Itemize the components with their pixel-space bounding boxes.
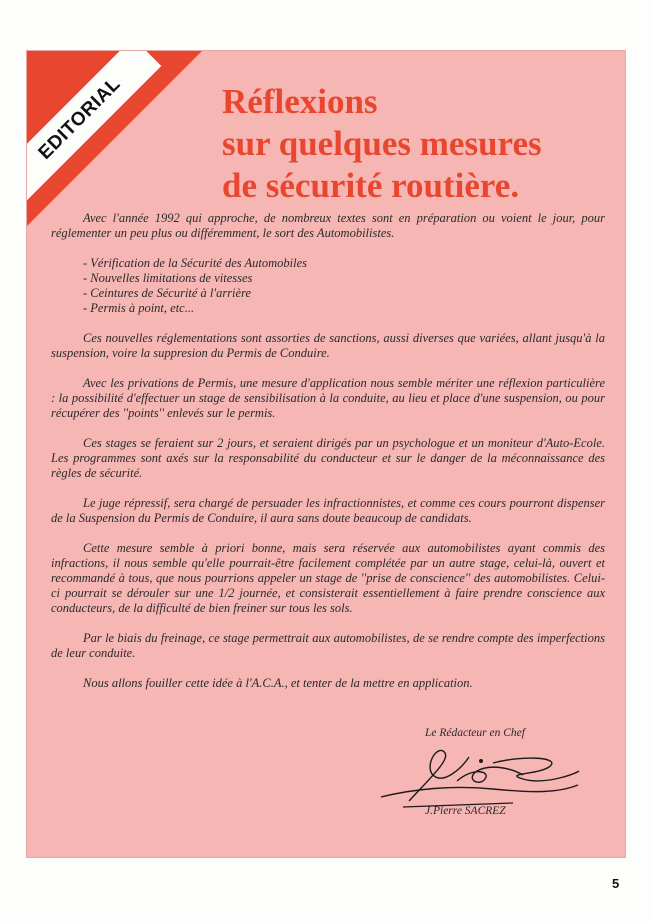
editorial-panel <box>26 50 626 858</box>
page-title <box>222 81 612 207</box>
signature-role: Le Rédacteur en Chef <box>425 727 525 739</box>
paragraph: Le juge répressif, sera chargé de persuader les infractionnistes, et comme ces cours pourront dispenser de la Suspension du Permis de Conduire, il aura sans doute beaucoup de candidats. <box>51 496 605 525</box>
signature-name: J.Pierre SACREZ <box>425 805 506 817</box>
paragraph: Cette mesure semble à priori bonne, mais sera réservée aux automobilistes ayant commis des infractions, il nous semble qu'elle pourrait-être facilement complétée par un autre stage, celui-là, ouvert et recommandé à tous, que nous pourrions appeler un stage de ''prise de conscience'' des automobilistes. Celui-ci pourrait se dérouler sur une 1/2 journée, et consisterait essentiellement à faire prendre conscience aux conducteurs, de la difficulté de bien freiner sur tous les sols. <box>51 541 605 615</box>
article-body <box>51 211 605 706</box>
paragraph: Nous allons fouiller cette idée à l'A.C.A., et tenter de la mettre en application. <box>83 676 473 690</box>
list-item: - Permis à point, etc... <box>83 301 195 315</box>
paragraph: Par le biais du freinage, ce stage permettrait aux automobilistes, de se rendre compte des imperfections de leur conduite. <box>51 631 605 660</box>
intro-paragraph: Avec l'année 1992 qui approche, de nombreux textes sont en préparation ou voient le jour, pour réglementer un peu plus ou différemment, le sort des Automobilistes. <box>51 211 605 240</box>
title-line-1: Réflexions <box>222 82 378 121</box>
title-line-2: sur quelques mesures <box>222 124 542 163</box>
editorial-tag: EDITORIAL <box>34 73 125 164</box>
title-line-3: de sécurité routière. <box>222 166 520 205</box>
paragraph: Avec les privations de Permis, une mesure d'application nous semble mériter une réflexion particulière : la possibilité d'effectuer un stage de sensibilisation à la conduite, au lieu et place d'une suspension, ou pour récupérer des ''points'' enlevés sur le permis. <box>51 376 605 420</box>
measures-list <box>83 256 605 316</box>
page-number: 5 <box>612 876 620 891</box>
list-item: - Vérification de la Sécurité des Automobiles <box>83 256 308 270</box>
list-item: - Ceintures de Sécurité à l'arrière <box>83 286 252 300</box>
paragraph: Ces stages se feraient sur 2 jours, et seraient dirigés par un psychologue et un moniteur d'Auto-Ecole. Les programmes sont axés sur la responsabilité du conducteur et sur le danger de la méconnaissance des règles de sécurité. <box>51 436 605 480</box>
paragraph: Ces nouvelles réglementations sont assorties de sanctions, aussi diverses que variées, allant jusqu'à la suspension, voire la suppresion du Permis de Conduire. <box>51 331 605 360</box>
list-item: - Nouvelles limitations de vitesses <box>83 271 253 285</box>
